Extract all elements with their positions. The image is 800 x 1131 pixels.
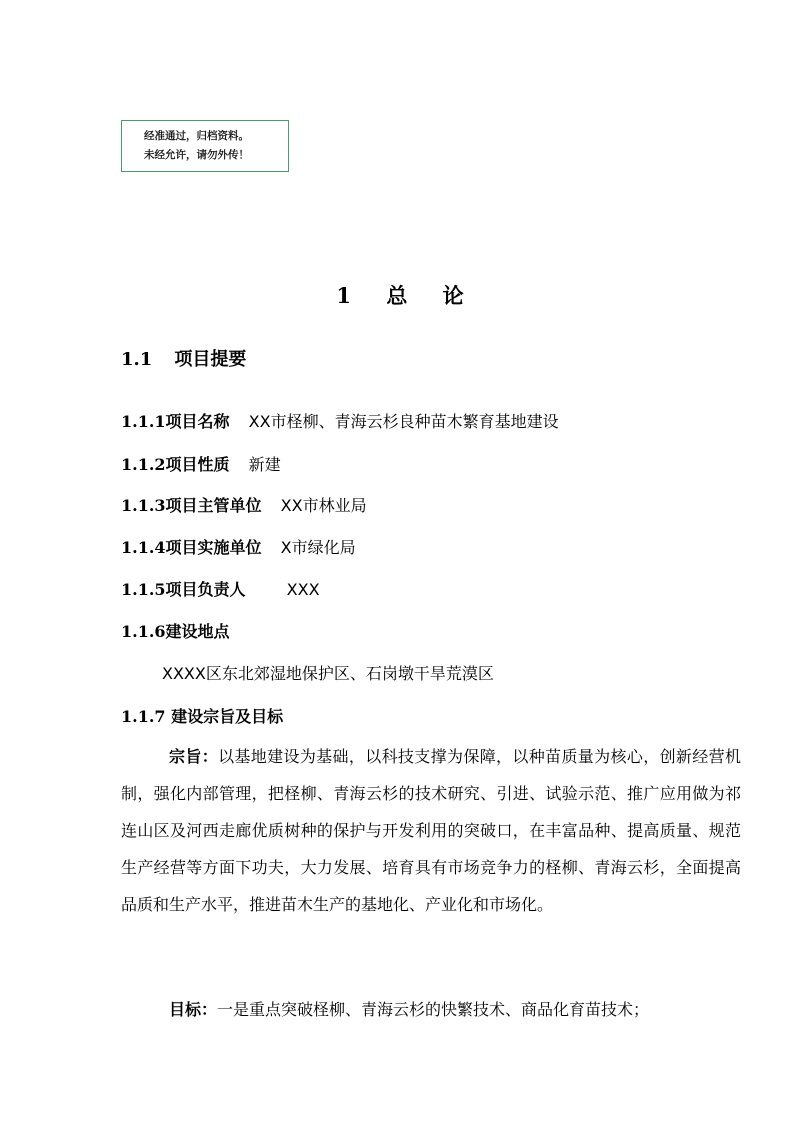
- chapter-title-char-2: 论: [442, 283, 464, 308]
- section-heading: [121, 345, 246, 371]
- item-label: 1.1.3项目主管单位: [121, 496, 262, 515]
- item-construction-site: [121, 619, 230, 642]
- item-label: 1.1.4项目实施单位: [121, 538, 262, 557]
- item-value: X市绿化局: [280, 538, 356, 557]
- goal-text: 一是重点突破柽柳、青海云杉的快繁技术、商品化育苗技术；: [217, 1000, 650, 1019]
- item-project-name: [121, 409, 559, 432]
- item-supervising-unit: [121, 493, 367, 516]
- purpose-lead: 宗旨：: [169, 747, 219, 766]
- item-project-nature: [121, 452, 281, 475]
- item-value: XXX: [286, 580, 320, 599]
- construction-location: XXXX区东北郊湿地保护区、石岗墩干旱荒漠区: [162, 664, 494, 683]
- section-title: 项目提要: [174, 349, 247, 370]
- archive-stamp: [121, 120, 289, 172]
- goal-lead: 目标：: [169, 1000, 218, 1019]
- section-number: 1.1: [121, 349, 153, 370]
- item-label: 1.1.5项目负责人: [121, 580, 246, 599]
- purpose-paragraph: [121, 738, 741, 923]
- item-value: 新建: [248, 455, 281, 474]
- chapter-number: 1: [336, 283, 351, 308]
- goal-paragraph: [121, 991, 741, 1028]
- subsection-purpose-goal: 1.1.7 建设宗旨及目标: [121, 707, 284, 726]
- item-label: 1.1.1项目名称: [121, 412, 230, 431]
- purpose-text: 以基地建设为基础，以科技支撑为保障，以种苗质量为核心，创新经营机制，强化内部管理，把柽柳、青海云杉的技术研究、引进、试验示范、推广应用做为祁连山区及河西走廊优质树种的保护与开发利用的突破口，在丰富品种、提高质量、规范生产经营等方面下功夫，大力发展、培育具有市场竞争力的柽柳、青海云杉，全面提高品质和生产水平，推进苗木生产的基地化、产业化和市场化。: [121, 747, 741, 914]
- stamp-line-2: 未经允许，请勿外传！: [144, 149, 249, 161]
- chapter-title-char-1: 总: [386, 283, 408, 308]
- item-label: 1.1.6建设地点: [121, 622, 230, 641]
- item-project-leader: [121, 577, 320, 600]
- item-value: XX市林业局: [280, 496, 367, 515]
- item-value: XX市柽柳、青海云杉良种苗木繁育基地建设: [248, 412, 559, 431]
- item-label: 1.1.2项目性质: [121, 455, 230, 474]
- stamp-line-1: 经准通过，归档资料。: [144, 130, 249, 142]
- chapter-title: [0, 280, 800, 310]
- item-implementing-unit: [121, 535, 356, 558]
